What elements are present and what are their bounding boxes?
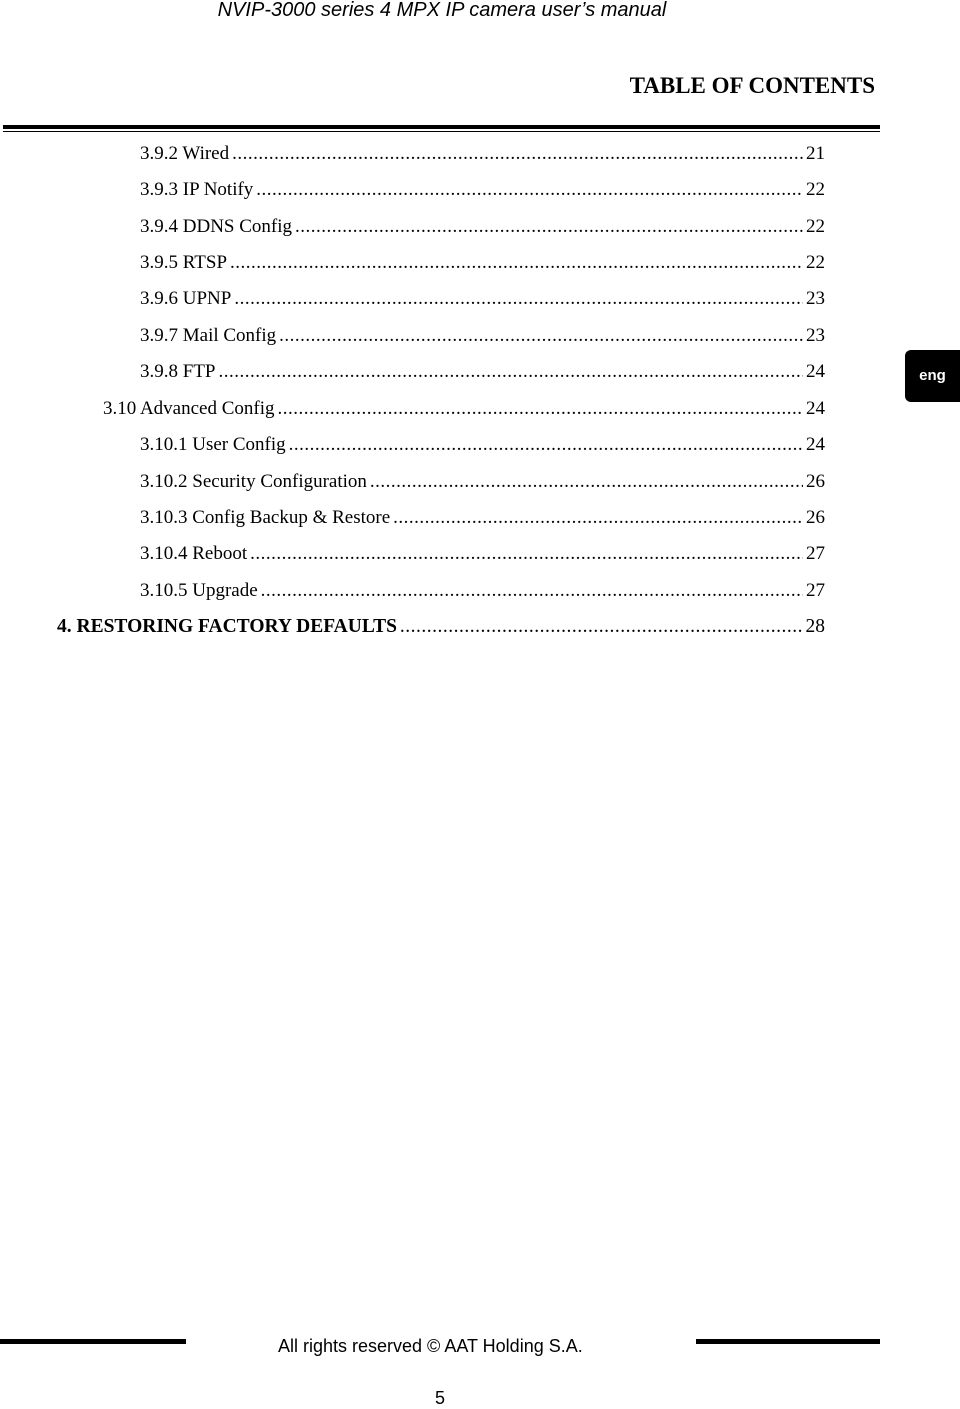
footer-bar-left <box>0 1339 186 1344</box>
toc-entry-page: 21 <box>806 143 825 164</box>
toc-entry-page: 28 <box>805 616 825 637</box>
toc-entry-label: 3.9.2 Wired <box>140 143 230 164</box>
toc-leader-dots <box>295 212 803 242</box>
toc-entry-page: 22 <box>806 179 825 200</box>
footer-copyright: All rights reserved © AAT Holding S.A. <box>278 1336 583 1356</box>
toc-entry-label: 3.9.6 UPNP <box>140 288 232 309</box>
header-divider-thick <box>3 125 880 129</box>
toc-entry-page: 24 <box>806 361 825 382</box>
toc-entry-page: 23 <box>806 288 825 309</box>
toc-entry-page: 27 <box>806 543 825 564</box>
toc-entry-label: 3.10.4 Reboot <box>140 543 248 564</box>
toc-leader-dots <box>278 394 803 424</box>
toc-entry-page: 24 <box>806 434 825 455</box>
toc-entry[interactable] <box>140 212 825 242</box>
toc-entry[interactable] <box>140 576 825 606</box>
toc-leader-dots <box>261 576 803 606</box>
toc-entry[interactable] <box>140 539 825 569</box>
toc-entry[interactable] <box>140 321 825 351</box>
toc-leader-dots <box>289 430 803 460</box>
toc-entry-label: 3.9.4 DDNS Config <box>140 216 293 237</box>
toc-entry[interactable] <box>57 612 825 642</box>
toc-entry-page: 26 <box>806 507 825 528</box>
toc-entry-label: 3.10.5 Upgrade <box>140 580 258 601</box>
toc-leader-dots <box>230 248 803 278</box>
toc-entry-page: 24 <box>806 398 825 419</box>
toc-entry-label: 3.9.3 IP Notify <box>140 179 254 200</box>
toc-entry-page: 26 <box>806 471 825 492</box>
toc-entry-label: 3.10 Advanced Config <box>103 398 275 419</box>
toc-entry-page: 23 <box>806 325 825 346</box>
toc-entry-label: 4. RESTORING FACTORY DEFAULTS <box>57 616 397 637</box>
toc-entry[interactable] <box>140 139 825 169</box>
toc-leader-dots <box>219 357 804 387</box>
footer-bar-right <box>696 1339 880 1344</box>
toc-entry[interactable] <box>140 284 825 314</box>
toc-entry[interactable] <box>140 503 825 533</box>
toc-entry[interactable] <box>140 430 825 460</box>
toc-leader-dots <box>234 284 803 314</box>
toc-entry[interactable] <box>140 357 825 387</box>
toc-entry[interactable] <box>140 467 825 497</box>
toc-leader-dots <box>279 321 803 351</box>
toc-entry-label: 3.10.1 User Config <box>140 434 286 455</box>
toc-leader-dots <box>400 612 803 642</box>
toc-entry-page: 27 <box>806 580 825 601</box>
language-tab[interactable]: eng <box>905 350 960 402</box>
toc-entry-label: 3.10.2 Security Configuration <box>140 471 367 492</box>
toc-leader-dots <box>250 539 803 569</box>
toc-leader-dots <box>393 503 803 533</box>
toc-leader-dots <box>232 139 803 169</box>
toc-entry[interactable] <box>103 394 825 424</box>
toc-entry-label: 3.9.8 FTP <box>140 361 216 382</box>
toc-entry-label: 3.9.7 Mail Config <box>140 325 277 346</box>
toc-entry[interactable] <box>140 248 825 278</box>
toc-entry-page: 22 <box>806 252 825 273</box>
toc-heading: TABLE OF CONTENTS <box>629 73 875 98</box>
header-divider-thin <box>3 131 880 132</box>
toc-entry-label: 3.10.3 Config Backup & Restore <box>140 507 391 528</box>
manual-title: NVIP-3000 series 4 MPX IP camera user’s manual <box>217 0 667 21</box>
toc-entry-label: 3.9.5 RTSP <box>140 252 228 273</box>
page-number: 5 <box>434 1388 445 1408</box>
toc-leader-dots <box>256 175 803 205</box>
toc-leader-dots <box>370 467 803 497</box>
toc-entry[interactable] <box>140 175 825 205</box>
toc-entry-page: 22 <box>806 216 825 237</box>
